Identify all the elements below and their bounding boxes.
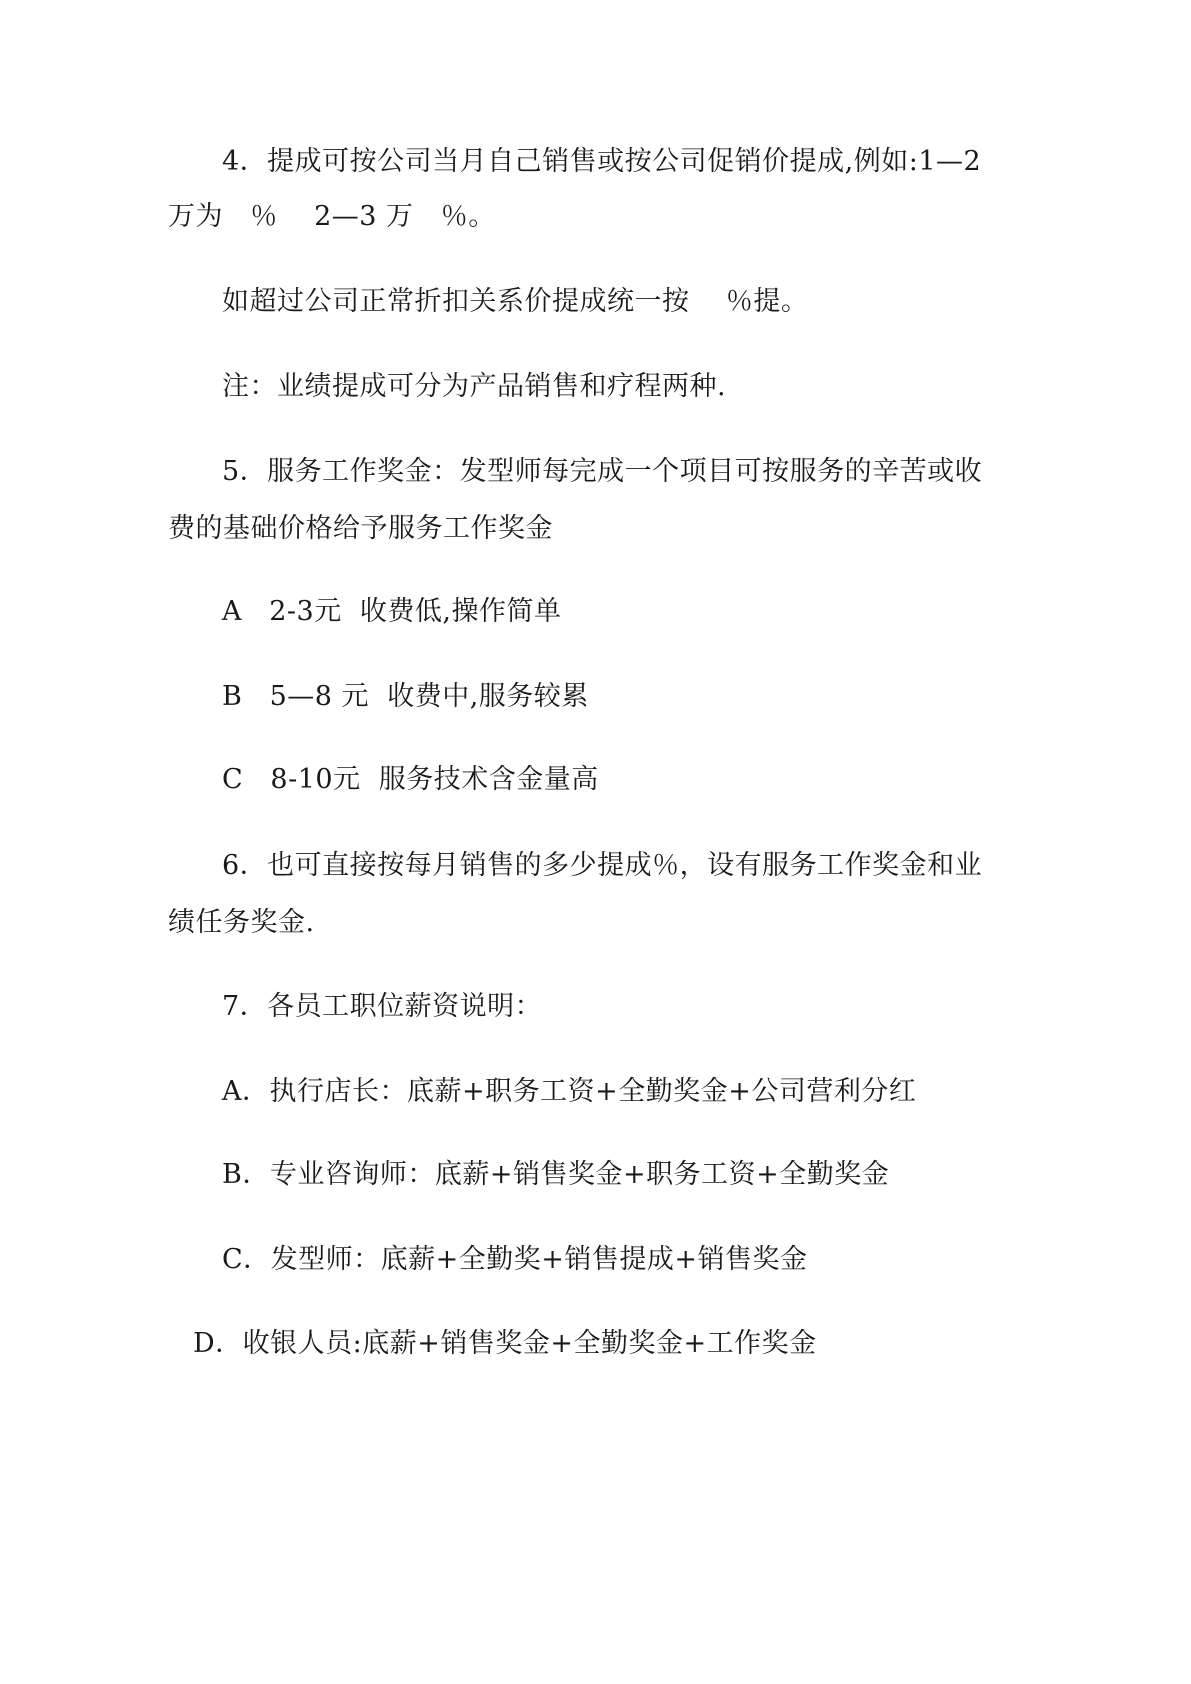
paragraph-6-line-1: 6．也可直接按每月销售的多少提成％，设有服务工作奖金和业 <box>222 850 983 881</box>
salary-item-d: D．收银人员:底薪+销售奖金+全勤奖金+工作奖金 <box>193 1328 817 1359</box>
paragraph-7-heading: 7．各员工职位薪资说明： <box>222 991 543 1022</box>
salary-item-b: B．专业咨询师：底薪+销售奖金+职务工资+全勤奖金 <box>222 1159 890 1190</box>
paragraph-6-line-2: 绩任务奖金. <box>168 907 315 938</box>
paragraph-5-line-1: 5．服务工作奖金：发型师每完成一个项目可按服务的辛苦或收 <box>222 456 983 487</box>
bonus-level-c: C 8-10元 服务技术含金量高 <box>222 764 599 795</box>
bonus-level-a: A 2-3元 收费低,操作简单 <box>222 596 562 627</box>
paragraph-4-line-2: 万为 ％ 2—3 万 ％。 <box>168 201 496 232</box>
paragraph-5-line-2: 费的基础价格给予服务工作奖金 <box>168 513 553 544</box>
salary-item-c: C．发型师：底薪+全勤奖+销售提成+销售奖金 <box>222 1244 808 1275</box>
paragraph-4-line-1: 4．提成可按公司当月自己销售或按公司促销价提成,例如:1—2 <box>222 146 982 177</box>
bonus-level-b: B 5—8 元 收费中,服务较累 <box>222 681 589 712</box>
salary-item-a: A．执行店长：底薪+职务工资+全勤奖金+公司营利分红 <box>222 1076 917 1107</box>
paragraph-4-extra: 如超过公司正常折扣关系价提成统一按 ％提。 <box>222 286 809 317</box>
note-paragraph: 注：业绩提成可分为产品销售和疗程两种. <box>222 371 727 402</box>
